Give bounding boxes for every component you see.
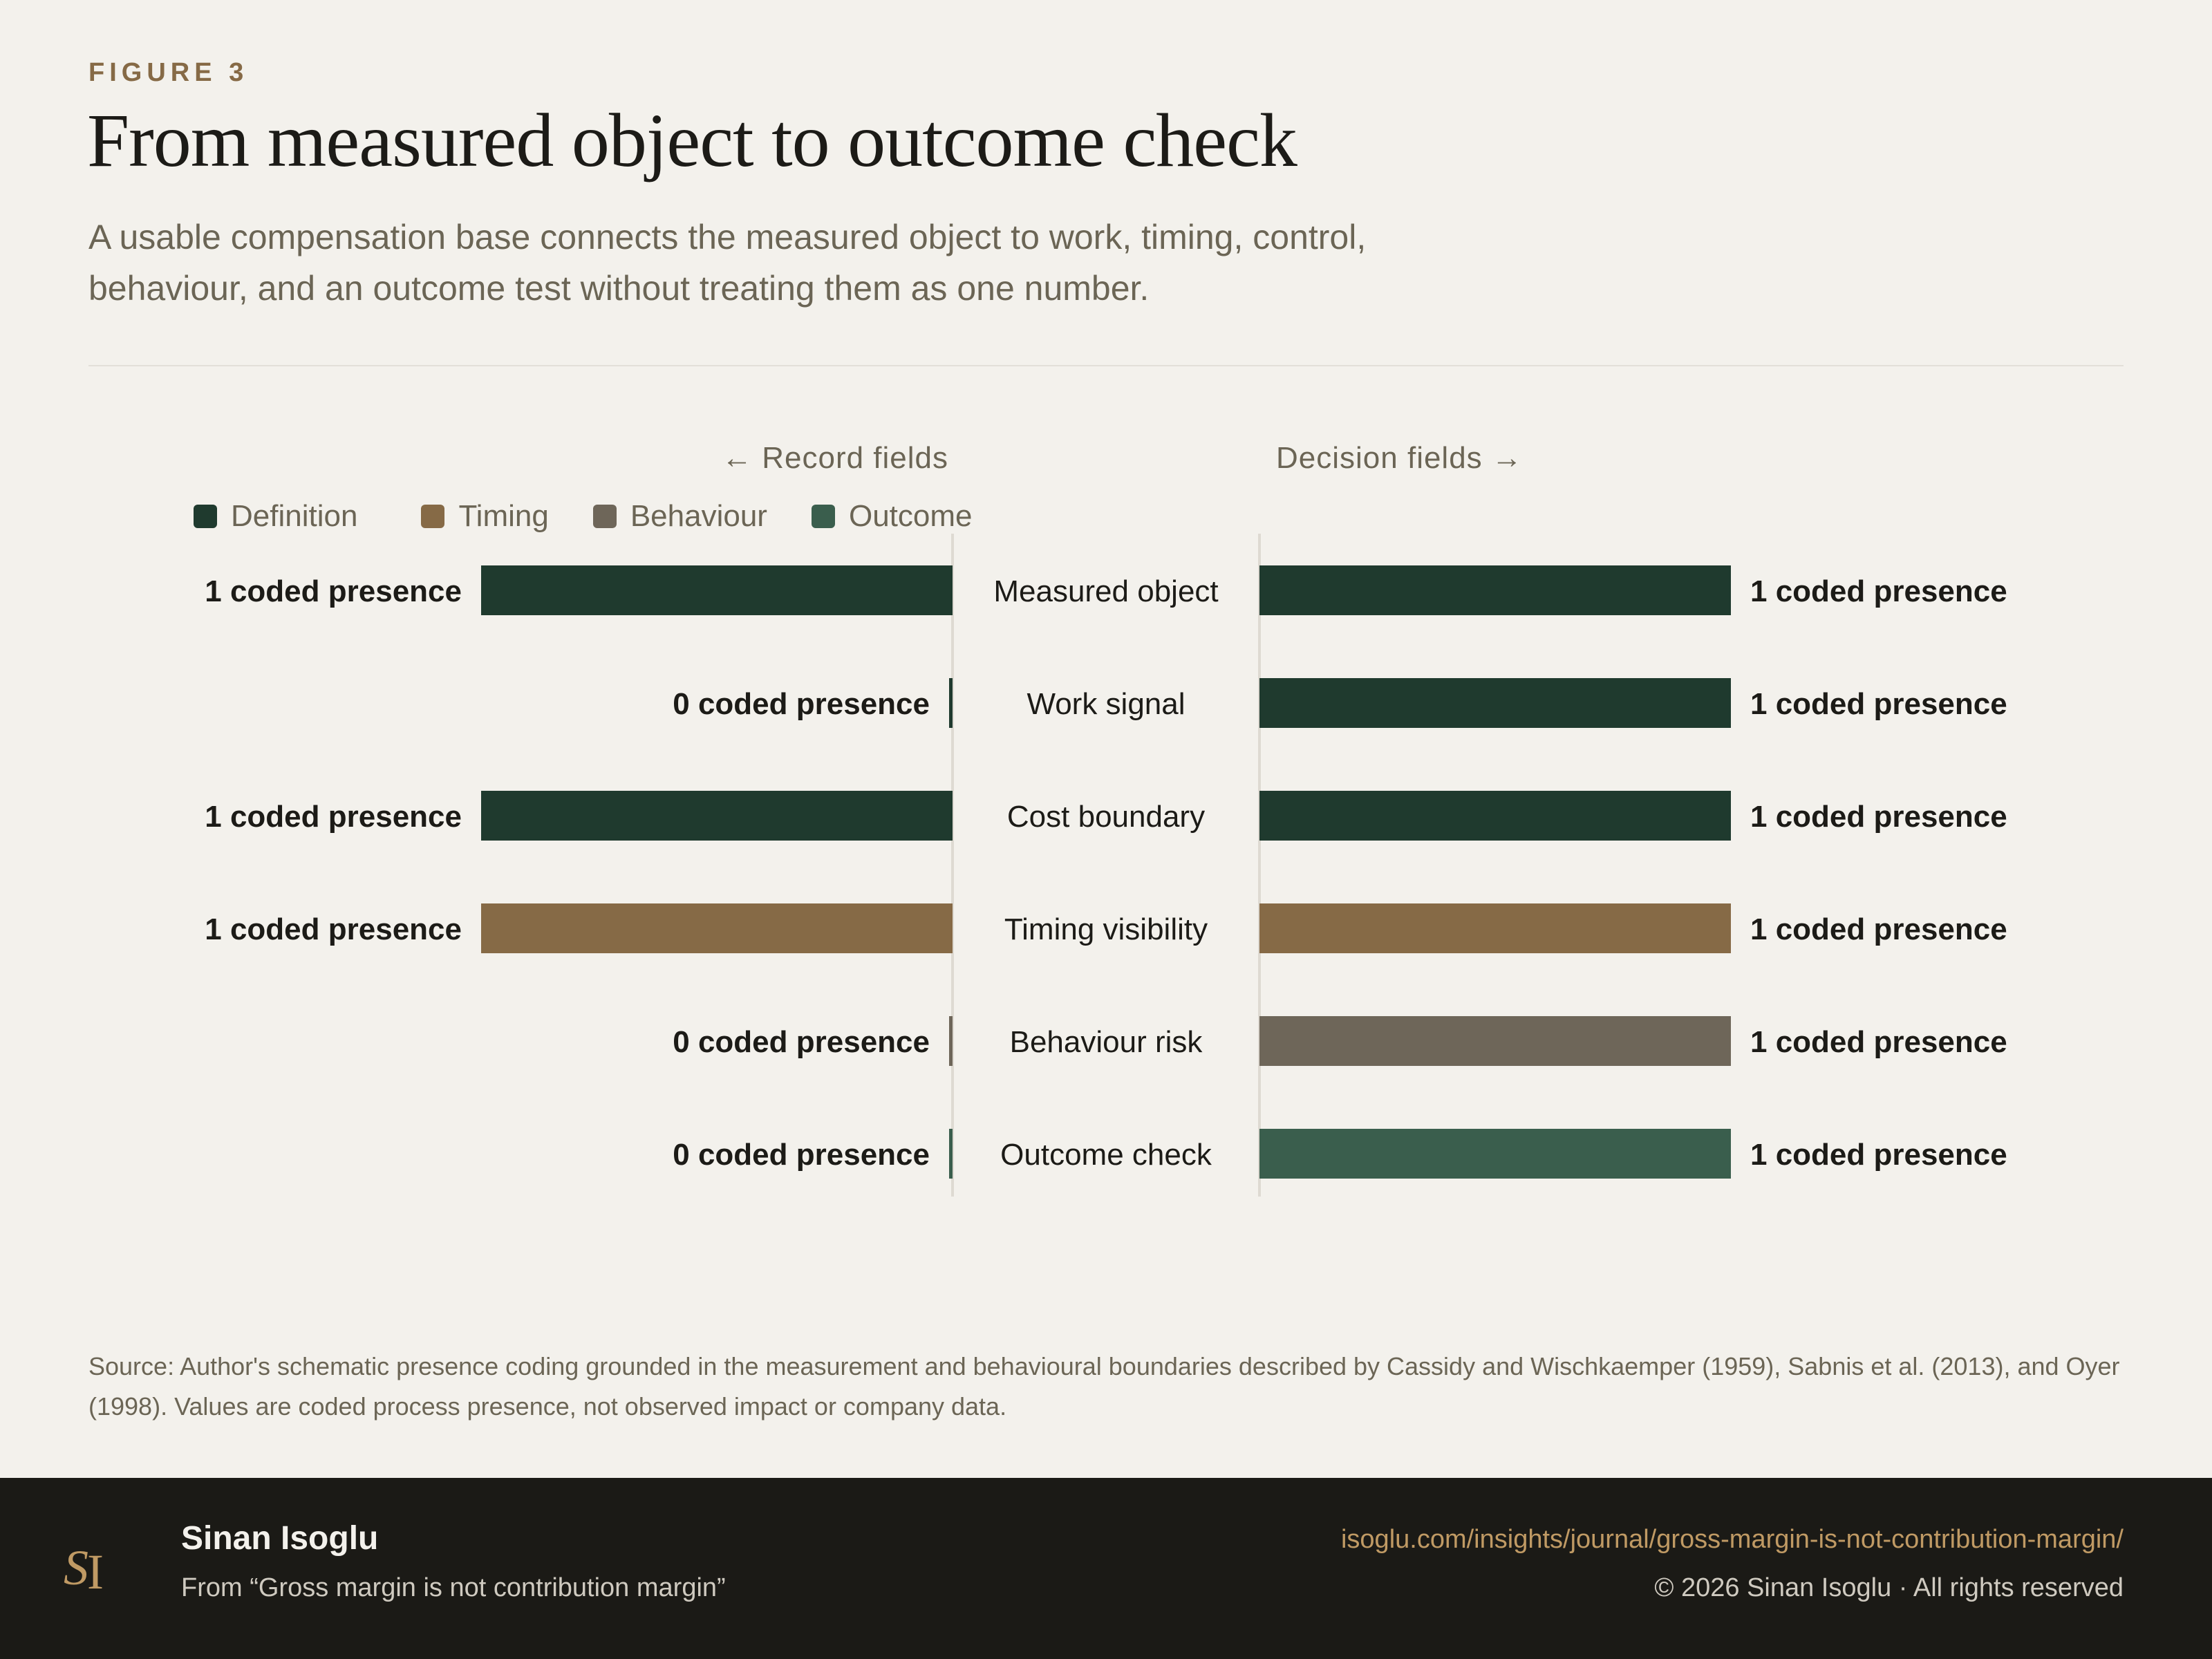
decision-fields-label: Decision fields → <box>1276 441 1523 475</box>
svg-text:I: I <box>87 1544 104 1598</box>
data-label-decision-timing-visibility: 1 coded presence <box>1750 912 2007 946</box>
footer <box>0 1478 2212 1659</box>
record-fields-label: ← Record fields <box>722 441 949 475</box>
category-label-measured-object: Measured object <box>993 574 1219 608</box>
bar-record-cost-boundary <box>481 791 953 841</box>
bar-decision-timing-visibility <box>1259 903 1731 953</box>
data-label-record-cost-boundary: 1 coded presence <box>205 800 462 834</box>
page-title: From measured object to outcome check <box>87 98 1297 182</box>
data-label-decision-work-signal: 1 coded presence <box>1750 687 2007 721</box>
bar-decision-behaviour-risk <box>1259 1016 1731 1066</box>
bar-decision-measured-object <box>1259 565 1731 615</box>
data-label-decision-measured-object: 1 coded presence <box>1750 574 2007 608</box>
legend-label-outcome: Outcome <box>848 499 973 533</box>
data-label-record-measured-object: 1 coded presence <box>205 574 462 608</box>
category-label-behaviour-risk: Behaviour risk <box>1009 1025 1203 1059</box>
data-label-record-outcome-check: 0 coded presence <box>673 1138 930 1172</box>
footer-copyright: © 2026 Sinan Isoglu · All rights reserved <box>1654 1573 2124 1602</box>
page-subtitle: A usable compensation base connects the measured object to work, timing, control, behaviour, and an outcome test without treating them as one number. <box>88 218 1367 308</box>
bar-record-behaviour-risk <box>949 1016 953 1066</box>
category-label-timing-visibility: Timing visibility <box>1004 912 1208 946</box>
legend-label-timing: Timing <box>458 499 549 533</box>
monogram-logo-icon <box>64 1539 118 1598</box>
footer-article-title: From “Gross margin is not contribution margin” <box>181 1573 726 1602</box>
bar-decision-outcome-check <box>1259 1129 1731 1179</box>
data-label-record-timing-visibility: 1 coded presence <box>205 912 462 946</box>
bar-record-outcome-check <box>949 1129 953 1179</box>
data-label-record-work-signal: 0 coded presence <box>673 687 930 721</box>
source-note: Source: Author's schematic presence coding grounded in the measurement and behavioural boundaries described by Cassidy and Wischkaemper (1959), Sabnis et al. (2013), and Oyer (1998). Values are coded process presence, not observed impact or company data. <box>88 1352 2120 1421</box>
svg-text:S: S <box>64 1540 88 1595</box>
bar-record-work-signal <box>949 678 953 728</box>
data-label-decision-outcome-check: 1 coded presence <box>1750 1138 2007 1172</box>
data-label-decision-cost-boundary: 1 coded presence <box>1750 800 2007 834</box>
category-label-work-signal: Work signal <box>1027 687 1185 721</box>
bar-record-timing-visibility <box>481 903 953 953</box>
bar-decision-work-signal <box>1259 678 1731 728</box>
legend-label-behaviour: Behaviour <box>630 499 767 533</box>
footer-author: Sinan Isoglu <box>181 1520 379 1557</box>
bar-record-measured-object <box>481 565 953 615</box>
category-label-outcome-check: Outcome check <box>1000 1138 1212 1172</box>
figure-eyebrow: FIGURE 3 <box>88 58 249 87</box>
footer-article-link[interactable]: isoglu.com/insights/journal/gross-margin-is-not-contribution-margin/ <box>1340 1525 2124 1554</box>
bar-decision-cost-boundary <box>1259 791 1731 841</box>
legend-label-definition: Definition <box>231 499 358 533</box>
category-label-cost-boundary: Cost boundary <box>1006 800 1206 834</box>
data-label-decision-behaviour-risk: 1 coded presence <box>1750 1025 2007 1059</box>
data-label-record-behaviour-risk: 0 coded presence <box>673 1025 930 1059</box>
